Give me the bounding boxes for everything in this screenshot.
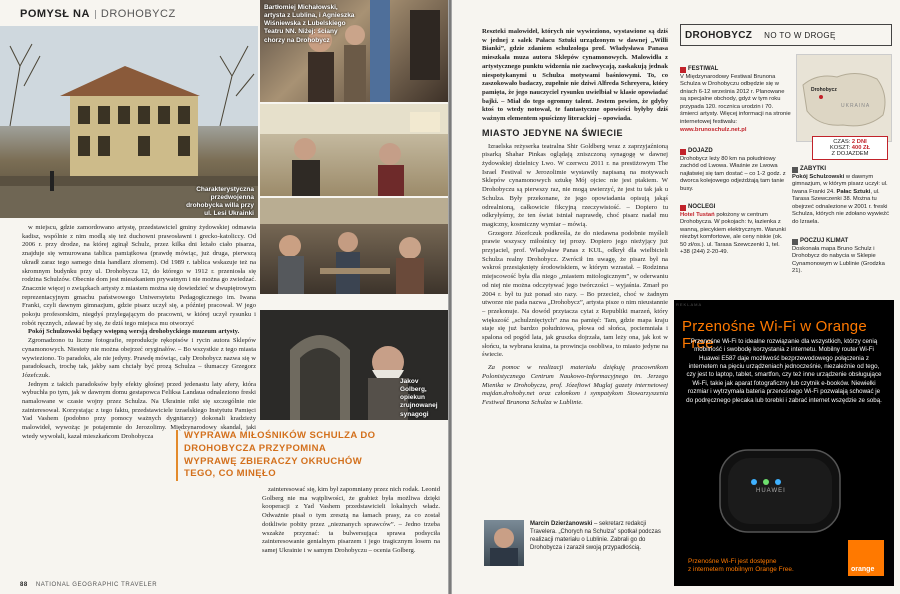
ukraine-map-illustration [797,55,893,143]
magazine-name: NATIONAL GEOGRAPHIC [35,582,119,588]
zabytki-item-1: Pokój Schulzowski [792,173,845,180]
map-icon [792,239,798,245]
bed-icon [680,205,686,211]
ad-body: Przenośne Wi-Fi to idealne rozwiązanie dla wszystkich, którzy cenią mobilność i swobodę korzystania z internetu. Mobilny router Wi-Fi Huawei E587 daje możliwość bezprzewodowego połączenia z internetem na pięciu urządzeniach jednocześnie, niezależnie od tego, czy jest to laptop, tablet, smartfon, czy też inne urządzenie obsługujące Wi-Fi, takie jak aparat fotograficzny lub czytnik e-booków. Niewielki rozmiar i wytrzymała bateria przenośnego Wi-Fi pozwalają schować je do podręcznego plecaka lub torebki i zabrać internet wszędzie ze sobą. [686,338,882,404]
section-header [20,8,176,20]
device-brand: HUAWEI [756,488,786,494]
map-city-label: Drohobycz [811,87,837,93]
body-paragraph: w miejscu, gdzie zamordowano artystę, przedstawiciel gminy żydowskiej odmawia kadisz, wspólnie z nim modlą się też duchowni prawosławni i grecko-katoliccy. Od 2006 r. przy drodze, na której zginął Schulz, przez kilka dni leżało ciało pisarza, znajduje się wmurowana tablica pamiątkowa (prawdę mówiąc, już druga, pierwszą ukradł zaraz tego samego dnia handlarz złomem). Od 1989 r. tablica wskazuje też na skromnym budynku przy ul. Drohobycza 12, do którego w 1912 r. przeniosła się rodzina Schulzów. Obecnie dom jest mieszkaniem prywatnym i nie można go zwiedzać. Znacznie więcej o związkach artysty z miastem można się dowiedzieć w dwupiętrowym reprezentacyjnym gmachu państwowego Uniwersytetu Pedagogicznego im. Iwana Franki, czyli dawnym gimnazjum, gdzie pisarz uczył się, a później pracował. W jego pokoju profesorskim, niegdyś przylegającym do pracowni, w której uczył rysunku i robót ręcznych, zdawać by się, że dziś tego miejsca mu otworzyć [22,224,256,327]
noclegi-text: położony w centrum Drohobycza. W pokojach: tv, łazienka z wanną, piecykiem elektrycznym. Warunki niezbyt komfortowe, ale ceny niskie (ok. 50 zł/os.). ul. Tarasa Szewczenki 1, tel. +38 (244) 2-20-49. [680,211,786,256]
villa-caption: Charakterystyczna przedwojenna drohobycka willa przy ul. Lesi Ukrainki [186,186,254,218]
theatre-photo [260,0,448,102]
villa-photo [0,26,258,218]
jakov-caption: Jakov Golberg, opiekun zrujnowanej synagogi [400,378,438,418]
landmark-icon [792,167,798,173]
festival-link[interactable]: www.brunoschulz.net.pl [680,126,747,133]
cost-note: Z DOJAZDEM [831,151,869,157]
location-map [796,54,892,142]
cafe-photo [260,198,448,294]
bus-icon [680,149,686,155]
theatre-caption: Bartłomiej Michałowski, artysta z Lublina, i Agnieszka Wiśniewska z Lubelskiego Teatru NN. Niżej: ściany chorzy na Drohobycz [264,4,355,44]
sidebar-header [680,24,892,46]
rehearsal-photo [260,104,448,196]
ad-tagline-2: z internetem mobilnym Orange Free. [688,566,794,574]
author-bio: – sekretarz redakcji Travelera. „Chorych na Schulza” spotkał podczas realizacji materiału o Lublinie. Zabrali go do Drohobycza i zaraził swoją przypadłością. [530,521,661,552]
dojazd-block [680,148,786,193]
section-heading: MIASTO JEDYNE NA ŚWIECIE [482,127,624,138]
festival-title: FESTIWAL [688,66,719,72]
body-paragraph: Grzegorz Józefczuk podkreśla, że do niedawna podobnie myśleli prawie wszyscy miłośnicy tej prozy. Dopiero jego nieżyjący już przyjaciel, prof. Władysław Panas z KUL, odkrył dla wielbicieli Schulza realny Drohobycz. Zwrócił im uwagę, że pisarz był na wskroś przesiąknięty środowiskiem, w którym wzrastał. – Rodzinna miejscowość była dla niego „miastem mitologicznym”, w oderwaniu od niej nie można odczytywać jego twórczości – wyjaśnia. Zmarł po 2004 r. był tu już ponad sto razy. – Bo przecież, choć w żadnym utworze nie pada nazwa „Drohobycz”, artysta pisze o nim nieustannie – przekonuje. Na dowód przytacza cytat z Republiki marzeń, który większość „schulznięctych” zna na pamięć: Tam, gdzie mapa kraju staje się już bardzo południowa, płowa od słońca, pociemniała i spalona od pogód lata, jak gruszka dojrzała, tam leży ona, jak kot w słońcu, ta wybrana kraina, ta prowincja osobliwa, to miasto jedyne na świecie. [482,229,668,359]
body-paragraph: Izraelska reżyserka teatralna Shir Goldberg wraz z zaprzyjaźnioną pisarką Shahar Pinkas oglądają zniszczoną synagogę w dawnej żydowskiej dzielnicy Lwo. W czerwcu 2011 r. na prestiżowym The Israel Festival w Jerozolimie wystawiły napisaną na motywach Sklepów cynamonowych sztukę Mój ojciec nie jest ptakiem. W Drohobyczu są pierwszy raz, nie mogą uwierzyć, że jest tu tak jak u Schulza. Były przekonane, że jego opowiadania opisują jakąś odrealnioną, całkowicie fikcyjną rzeczywistość. – Dopiero tu odkryłyśmy, że ten świat istniał naprawdę, choć pisarz nadał mu magiczny, kosmiczny wymiar – mówią. [482,142,668,228]
left-column-2 [262,486,440,582]
section-label: POMYSŁ NA [20,8,90,20]
left-footer [20,582,157,588]
noclegi-title: NOCLEGI [688,204,716,210]
orange-advertisement[interactable] [674,300,894,586]
festival-block [680,66,792,134]
dojazd-text: Drohobycz leży 80 km na południowy zachód od Lwowa. Właśnie ze Lwowa najłatwiej się tam dostać – co 1-2 godz. z dworca kolejowego odjeżdżają tam tanie busy. [680,155,786,192]
museum-bold: Pokój Schulzowski będący wstępną wersją drohobyckiego muzeum artysty. [28,328,240,336]
time-label: CZAS: [833,139,852,145]
rehearsal-illustration [260,104,448,196]
zabytki-text-2: , ul. Tarasa Szewczenki 38. Można tu obejrzeć odnalezione w 2001 r. freski Schulza, których nie zdołano wywieźć do Izraela. [792,188,889,225]
body-paragraph: Jednym z takich paradoksów były efekty głośnej przed jedenastu laty afery, która wybuchła po tym, jak w dawnym domu gestapowca Feliksa Landaua odnaleziono freski namalowane w czasie wojny przez Schulza. Na Ukrainie nikt się szczególnie nie zainteresował. Korzystając z tego faktu, przedstawiciele izraelskiego Instytutu Pamięci Yad Vashem (podobno przy pomocy ważnych dygnitarzy) dokonali kradzieży malowideł, wywożąc je potajemnie do Jerozolimy. Międzynarodowy skandal, jaki wtedy wywołali, kazał mieszkańcom Drohobycza [22,380,256,440]
sidebar-subtitle: NO TO W DROGĘ [764,30,836,40]
ad-label: REKLAMA [676,302,703,307]
left-column-1 [22,224,256,580]
left-page [0,0,448,594]
noclegi-block [680,204,786,257]
ad-title: Przenośne Wi-Fi w Orange Free [682,318,867,352]
ad-tagline [688,558,794,575]
ad-tagline-1: Przenośne Wi-Fi jest dostępne [688,558,777,565]
body-paragraph: zainteresować się, kim był zapomniany przez nich rodak. Leonid Golberg nie ma wątpliwości, że grabież była możliwa dzięki kooperacji z Yad Vashem przedstawicieli lokalnych władz. Odważnie pisał o tym zresztą na łamach prasy, za co został dotkliwie pobity przez „nieznanych sprawców”. – Jedno trzeba wszakże przyznać: ta bulwersująca sprawa podsyciła zainteresowanie genialnym pisarzem i jego tragicznym losem na samej Ukrainie i w samym Drohobyczu – ocenia Golberg. [262,486,440,554]
time-cost-box [812,136,888,160]
festival-text: V Międzynarodowy Festiwal Brunona Schulza w Drohobyczu odbędzie się w dniach 6-12 września 2012 r. Planowane są specjalne obchody, gdyż w tym roku przypada 120. rocznica urodzin i 70. śmierci artysty. Więcej informacji na stronie internetowej festiwalu: [680,73,791,125]
orange-logo: orange [848,540,884,576]
zabytki-item-2: Pałac Sztuki [836,188,871,195]
right-page [452,0,900,594]
zabytki-title: ZABYTKI [800,166,826,172]
author-portrait [484,520,524,566]
body-paragraph: Zgromadzono tu liczne fotografie, reprodukcje rękopisów i rycin autora Sklepów cynamonowych. Niestety nie można obejrzeć oryginałów. – Bo wszystkie z tego miasta wywieziono. To paradoks, ale nie jedyny. Prawdę mówiąc, cały Drohobycz nazwa się w paradoksach, trochę tak, jakby sam chciały być prozą Schulza – tłumaczy Grzegorz Józefczuk. [22,337,256,379]
cost-value: 400 ZŁ [851,145,871,151]
map-country-label: UKRAINA [841,103,871,109]
hotel-name: Hotel Tustań [680,211,715,218]
klimat-title: POCZUJ KLIMAT [800,238,849,244]
sidebar-title: DROHOBYCZ [685,29,753,41]
magazine-name-2: TRAVELER [121,582,158,588]
time-value: 2 DNI [851,139,867,145]
body-paragraph: Reszteki malowideł, których nie wywieziono, wystawione są dziś w jednej z salek Pałacu Sztuki urządzonym w dawnej „Willi Bianki”, gdzie zdaniem schulzologa prof. Władysława Panasa mieszkała muza autora Sklepów cynamonowych. Malowidła z artystycznego punktu widzenia nie zachwycają, zaskakują jednak niespotykanymi u Schulza motywami baśniowymi. To, co zaszokowało badaczy, zupełnie nie dziwi Alfreda Schreyera, który pamięta, że jego nauczyciel rysunku uwielbiał w klasie opowiadać bajki. – Miał do tego ogromny talent. Jestem pewien, że gdyby ktoś to wtedy notował, te fantastyczne opowieści byłyby dziś ważnym elementem spuścizny literackiej – opowiada. [482,28,668,123]
jakov-photo [260,310,448,420]
travel-sidebar [680,24,892,275]
dojazd-title: DOJAZD [688,148,713,154]
klimat-block [792,238,892,276]
klimat-text: Doskonała mapa Bruno Schulz i Drohobycz do nabycia w Sklepie Cynamonowym w Lublinie (Grodzka 21). [792,245,885,275]
zabytki-text-1: w dawnym gimnazjum, w którym pisarz uczył: ul. Iwana Franki 24. [792,173,888,195]
right-column-1 [482,28,668,508]
page-number: 88 [20,582,28,588]
zabytki-block [792,166,892,227]
cost-label: KOSZT: [829,145,852,151]
pull-quote: WYPRAWA MIŁOŚNIKÓW SCHULZA DO DROHOBYCZA PRZYPOMINA WYPRAWĘ ZBIERACZY OKRUCHÓW TEGO, CO MINĘŁO [176,430,376,481]
author-avatar [484,520,524,566]
author-text [530,520,670,552]
red-square-icon [680,67,686,73]
author-box [484,520,674,570]
cafe-illustration [260,198,448,294]
credits: Za pomoc w realizacji materiału dziękuję pracownikom Polonistycznego Centrum Naukowo-Informacyjnego im. Jerzego Mienika w Drohobyczu, prof. Józefiowi Muglaj gazety internetowej majdan.drohoby.net oraz członkom i sympatykom Stowarzyszenia Festiwal Brunona Schulza w Lublinie. [482,364,668,406]
section-name: DROHOBYCZ [100,8,176,20]
author-name: Marcin Dzierżanowski [530,521,593,527]
